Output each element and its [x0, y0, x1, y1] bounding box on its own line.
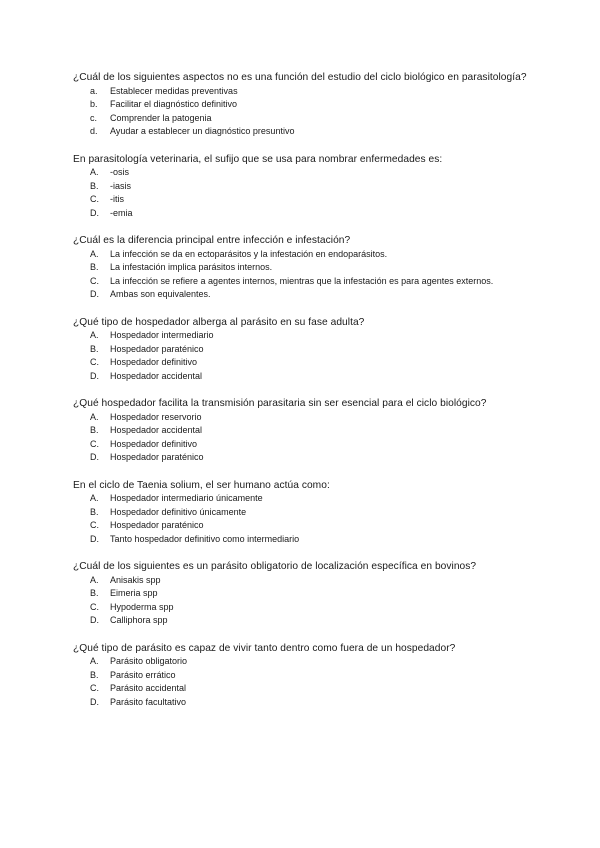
options-list: [73, 574, 528, 628]
option-letter: b.: [90, 99, 98, 109]
option-letter: D.: [90, 533, 99, 544]
option-c: [73, 438, 528, 452]
option-text: Eimeria spp: [110, 588, 158, 598]
option-text: Hospedador accidental: [110, 425, 203, 435]
option-text: Hospedador paraténico: [110, 520, 204, 530]
option-text: Ayudar a establecer un diagnóstico presuntivo: [110, 126, 295, 136]
option-d: [73, 207, 528, 221]
question-text: ¿Qué hospedador facilita la transmisión parasitaria sin ser esencial para el ciclo biológico?: [73, 398, 487, 409]
option-d: [73, 614, 528, 628]
option-letter: A.: [90, 656, 99, 666]
option-b: [73, 506, 528, 520]
question-7: [73, 560, 528, 628]
option-letter: D.: [90, 207, 99, 218]
option-d: [73, 370, 528, 384]
option-text: Ambas son equivalentes.: [110, 289, 211, 299]
question-6: [73, 479, 528, 547]
question-text: En parasitología veterinaria, el sufijo que se usa para nombrar enfermedades es:: [73, 153, 443, 165]
option-c: [73, 519, 528, 533]
option-letter: D.: [90, 452, 99, 462]
option-letter: A.: [90, 574, 99, 585]
option-letter: A.: [90, 330, 99, 340]
option-text: Hospedador paraténico: [110, 452, 204, 462]
option-text: Hospedador accidental: [110, 370, 203, 381]
question-4: [73, 316, 528, 384]
option-letter: C.: [90, 357, 99, 367]
option-c: [73, 193, 528, 207]
option-letter: D.: [90, 615, 99, 625]
option-b: [73, 180, 528, 194]
question-8: [73, 642, 528, 710]
option-letter: B.: [90, 669, 99, 680]
option-text: -osis: [110, 167, 130, 177]
option-letter: B.: [90, 343, 99, 354]
option-a: [73, 655, 528, 669]
question-text: ¿Qué tipo de hospedador alberga al parásito en su fase adulta?: [73, 316, 365, 328]
options-list: [73, 166, 528, 220]
option-letter: A.: [90, 248, 99, 259]
option-text: Parásito errático: [110, 669, 176, 680]
options-list: [73, 248, 528, 302]
options-list: [73, 411, 528, 465]
question-1: [73, 71, 528, 139]
option-a: [73, 411, 528, 425]
option-a: [73, 248, 528, 262]
question-3: [73, 234, 528, 302]
option-text: Parásito accidental: [110, 683, 187, 693]
option-text: -iasis: [110, 180, 132, 191]
option-letter: A.: [90, 493, 99, 503]
option-a: [73, 166, 528, 180]
option-text: La infección se refiere a agentes internos, mientras que la infestación es para agentes externos.: [110, 275, 494, 286]
option-text: Hypoderma spp: [110, 601, 174, 612]
question-text: ¿Cuál es la diferencia principal entre infección e infestación?: [73, 235, 351, 246]
option-a: [73, 85, 528, 99]
option-b: [73, 98, 528, 112]
option-letter: C.: [90, 601, 99, 612]
question-2: [73, 153, 528, 221]
option-letter: B.: [90, 262, 99, 272]
question-text: ¿Cuál de los siguientes aspectos no es una función del estudio del ciclo biológico en parasitología?: [73, 72, 527, 83]
option-c: [73, 601, 528, 615]
option-text: La infestación implica parásitos internos.: [110, 262, 273, 272]
option-text: La infección se da en ectoparásitos y la infestación en endoparásitos.: [110, 248, 388, 259]
options-list: [73, 85, 528, 139]
option-b: [73, 424, 528, 438]
option-text: Calliphora spp: [110, 615, 168, 625]
option-a: [73, 492, 528, 506]
question-text: En el ciclo de Taenia solium, el ser humano actúa como:: [73, 479, 330, 491]
option-c: [73, 356, 528, 370]
option-c: [73, 682, 528, 696]
option-letter: B.: [90, 588, 99, 598]
option-text: Hospedador reservorio: [110, 411, 202, 422]
options-list: [73, 329, 528, 383]
option-letter: D.: [90, 289, 99, 299]
option-text: Establecer medidas preventivas: [110, 85, 238, 96]
option-a: [73, 329, 528, 343]
question-text: ¿Cuál de los siguientes es un parásito obligatorio de localización específica en bovinos?: [73, 561, 477, 572]
option-letter: B.: [90, 180, 99, 191]
quiz-document: [73, 71, 528, 723]
option-text: Hospedador paraténico: [110, 343, 204, 354]
option-letter: a.: [90, 85, 98, 96]
option-d: [73, 696, 528, 710]
option-letter: C.: [90, 683, 99, 693]
option-letter: d.: [90, 126, 98, 136]
option-letter: A.: [90, 411, 99, 422]
option-text: -emia: [110, 207, 133, 218]
option-text: Parásito obligatorio: [110, 656, 188, 666]
option-letter: B.: [90, 425, 99, 435]
option-d: [73, 288, 528, 302]
option-c: [73, 275, 528, 289]
option-b: [73, 261, 528, 275]
option-d: [73, 533, 528, 547]
option-letter: C.: [90, 438, 99, 449]
option-letter: c.: [90, 112, 98, 123]
option-b: [73, 343, 528, 357]
option-text: Hospedador definitivo: [110, 357, 198, 367]
options-list: [73, 492, 528, 546]
option-text: Tanto hospedador definitivo como intermediario: [110, 533, 300, 544]
option-letter: A.: [90, 167, 99, 177]
option-d: [73, 451, 528, 465]
option-text: Comprender la patogenia: [110, 112, 212, 123]
option-text: Anisakis spp: [110, 574, 161, 585]
option-text: Hospedador definitivo únicamente: [110, 506, 247, 517]
option-b: [73, 669, 528, 683]
option-letter: D.: [90, 696, 99, 707]
option-c: [73, 112, 528, 126]
option-text: Hospedador intermediario: [110, 330, 214, 340]
option-text: Hospedador intermediario únicamente: [110, 493, 263, 503]
option-letter: D.: [90, 370, 99, 381]
options-list: [73, 655, 528, 709]
option-text: -itis: [110, 194, 124, 204]
option-d: [73, 125, 528, 139]
option-text: Parásito facultativo: [110, 696, 187, 707]
option-letter: C.: [90, 194, 99, 204]
option-letter: C.: [90, 275, 99, 286]
option-text: Facilitar el diagnóstico definitivo: [110, 99, 238, 109]
option-b: [73, 587, 528, 601]
option-letter: C.: [90, 520, 99, 530]
question-5: [73, 397, 528, 465]
question-text: ¿Qué tipo de parásito es capaz de vivir tanto dentro como fuera de un hospedador?: [73, 642, 456, 654]
option-text: Hospedador definitivo: [110, 438, 198, 449]
option-a: [73, 574, 528, 588]
option-letter: B.: [90, 506, 99, 517]
